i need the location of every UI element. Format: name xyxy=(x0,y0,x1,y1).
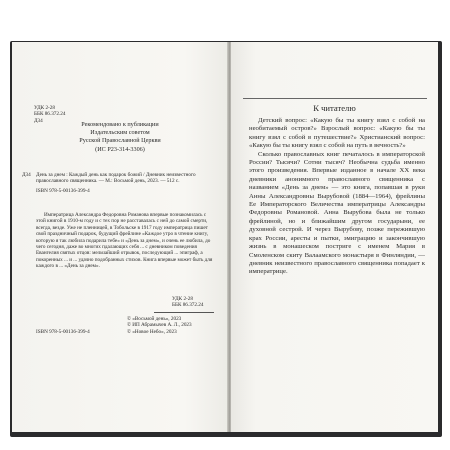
entry-isbn: ISBN 978-5-00136-399-4 xyxy=(36,187,90,194)
rec-line: Рекомендовано к публикации xyxy=(81,121,159,128)
chapter-title: К читателю xyxy=(313,103,356,113)
entry-code: Д34 xyxy=(22,172,31,178)
copyright-block xyxy=(127,316,192,335)
right-page xyxy=(231,42,438,432)
copyright-line: © «Новое Небо», 2023 xyxy=(127,328,177,335)
rec-line: Издательским советом xyxy=(90,129,150,137)
annotation xyxy=(36,212,214,270)
entry-text: День за днем : Каждый день как подарок божий / Дневник неизвестного православного священника. — М.: Восьмой день, 2023. — 512 с. xyxy=(36,172,196,185)
paragraph: Сколько православных книг печаталось в императорской России? Тысячи? Сотни тысяч? Необычна судьба именно этого произведения. Впервые изданное в начале XX века дневники анонимного православного священника с названием «День за днем» — это книга, попавшая в руки Анны Александровны Вырубовой (1884—1964), фрейлины Ее Императорского Величества императрицы Александры Федоровны Романовой. Анна Вырубова была не только фрейлиной, но и ближайшим другом государыни, ее духовной сестрой. И через Вырубову, позже пережившую крах России, аресты и пытки, эмиграцию и закончившую жизнь в монашеском постриге с именем Мария в Смоленском скиту Валаамского монастыря в Финляндии, — дневник неизвестного православного священника попадает к императрице. xyxy=(249,150,425,276)
bbk-line: ББК 86.372.24 xyxy=(172,302,204,309)
udk-line: УДК 2-28 xyxy=(172,296,193,302)
annotation-text: Императрица Александра Федоровна Романова впервые познакомилась с этой книгой в 1910-м году и с тех пор не расставалась с ней до самой смерти, всегда, везде. Уже не пленницей, в Тобольске в 1917 году императрица пишет свой праздничный подарок, будущий фрейлине «Каждое утро в чтение книгу, которую я так любила подарила тебе» и «День за днем», и очень ее любила, до чего сегодня, даже во многих пдалающих себя ... с дневником поведения Евангелия святых отцов: мельчайший отрывок, последующий ... эпиграф, а покоренных ... и ... удачно подобранных стихов. Книга впервые может быть для каждого в ... «День за днем». xyxy=(36,212,213,270)
open-book xyxy=(10,42,440,434)
isbn-bottom: ISBN 978-5-00136-399-4 xyxy=(36,329,90,335)
rec-line: (ИС Р23-314-3306) xyxy=(95,145,145,153)
udk-block-bottom xyxy=(172,296,203,309)
udk-line: УДК 2-28 xyxy=(34,105,55,111)
bbk-line: ББК 86.372.24 xyxy=(34,111,66,118)
copyright-line: © ИП Абрамычев А. Л., 2023 xyxy=(127,322,192,329)
divider xyxy=(154,312,214,313)
author-mark: Д34 xyxy=(34,117,43,124)
bibliographic-entry xyxy=(22,172,214,194)
rec-line: Русской Православной Церкви xyxy=(79,137,161,145)
left-page xyxy=(12,42,228,432)
title-rule xyxy=(243,98,427,99)
paragraph: Детский вопрос: «Какую бы ты книгу взял с собой на необитаемый остров?» Взрослый вопрос: «Какую бы ты книгу взял с собой в путешествие?» Христианский вопрос: «Какую бы ты книгу взял с собой на путь в вечность?» xyxy=(249,117,425,150)
recommendation xyxy=(12,121,228,154)
chapter-body xyxy=(249,117,425,277)
copyright-line: © «Восьмой день», 2023 xyxy=(127,316,182,322)
